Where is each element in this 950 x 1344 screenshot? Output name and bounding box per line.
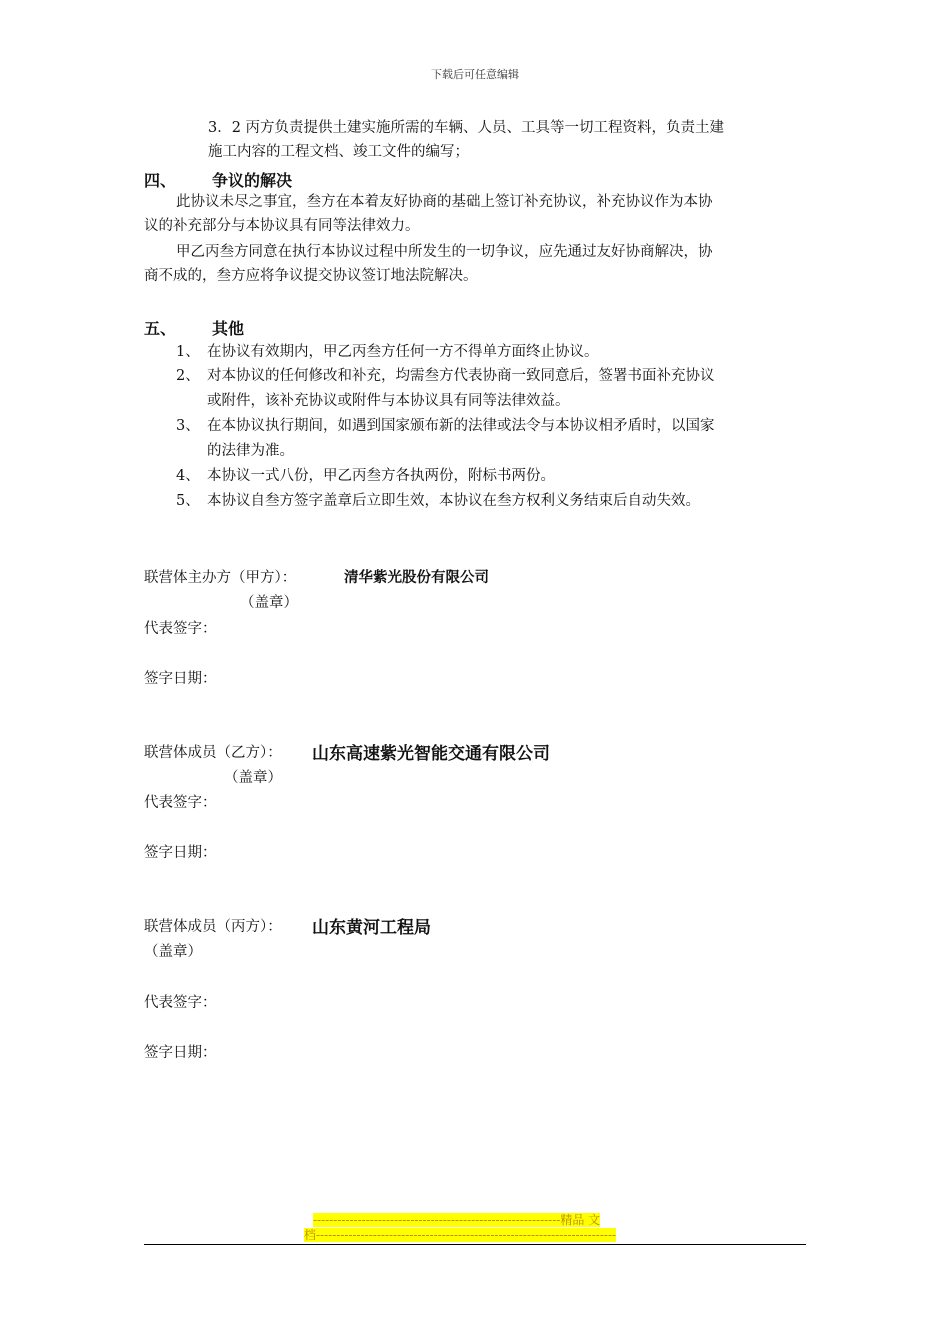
section5-title: 其他 <box>212 319 245 338</box>
list-item-text: 本协议一式八份，甲乙丙叁方各执两份，附标书两份。 <box>207 468 555 484</box>
list-item-number: 1、 <box>176 344 200 360</box>
party-c-rep-signature: 代表签字： <box>144 995 217 1011</box>
list-item-text: 本协议自叁方签字盖章后立即生效，本协议在叁方权利义务结束后自动失效。 <box>207 493 700 509</box>
party-a-label: 联营体主办方（甲方）： <box>144 570 297 586</box>
party-a-sign-date: 签字日期： <box>144 671 217 687</box>
party-c-sign-date: 签字日期： <box>144 1045 217 1061</box>
clause-3-2-line2: 施工内容的工程文档、竣工文件的编写； <box>208 144 469 160</box>
party-c-seal: （盖章） <box>144 944 202 960</box>
party-c-company: 山东黄河工程局 <box>312 918 431 938</box>
section5-number: 五、 <box>144 319 177 338</box>
clause-3-2-line1: 3．2 丙方负责提供土建实施所需的车辆、人员、工具等一切工程资料，负责土建 <box>208 120 725 136</box>
party-b-label: 联营体成员（乙方）： <box>144 745 282 761</box>
list-item-number: 3、 <box>176 418 200 434</box>
section4-p2-line1: 甲乙丙叁方同意在执行本协议过程中所发生的一切争议，应先通过友好协商解决，协 <box>176 244 713 260</box>
list-item-number: 2、 <box>176 368 200 384</box>
list-item-number: 4、 <box>176 468 200 484</box>
party-a-rep-signature: 代表签字： <box>144 621 217 637</box>
footer-rule <box>144 1244 806 1245</box>
list-item-text-cont: 的法律为准。 <box>207 443 294 459</box>
section4-title: 争议的解决 <box>212 171 293 190</box>
list-item-text: 在协议有效期内，甲乙丙叁方任何一方不得单方面终止协议。 <box>207 344 599 360</box>
party-b-company: 山东高速紫光智能交通有限公司 <box>312 744 550 764</box>
list-item-text: 在本协议执行期间，如遇到国家颁布新的法律或法令与本协议相矛盾时，以国家 <box>207 418 715 434</box>
party-b-sign-date: 签字日期： <box>144 845 217 861</box>
party-a-seal: （盖章） <box>240 595 298 611</box>
party-a-company: 清华紫光股份有限公司 <box>344 570 489 586</box>
party-c-label: 联营体成员（丙方）： <box>144 919 282 935</box>
party-b-seal: （盖章） <box>224 770 282 786</box>
page-header: 下载后可任意编辑 <box>431 68 519 81</box>
section4-p2-line2: 商不成的，叁方应将争议提交协议签订地法院解决。 <box>144 268 478 284</box>
section4-p1-line2: 议的补充部分与本协议具有同等法律效力。 <box>144 218 420 234</box>
section4-number: 四、 <box>144 171 177 190</box>
party-b-rep-signature: 代表签字： <box>144 795 217 811</box>
section4-p1-line1: 此协议未尽之事宜，叁方在本着友好协商的基础上签订补充协议，补充协议作为本协 <box>176 194 713 210</box>
list-item-text: 对本协议的任何修改和补充，均需叁方代表协商一致同意后，签署书面补充协议 <box>207 368 715 384</box>
footer-highlight-line2: 档-------------------------------------------------------------------------- <box>304 1228 617 1242</box>
list-item-text-cont: 或附件，该补充协议或附件与本协议具有同等法律效益。 <box>207 393 570 409</box>
footer-highlight-line1: -------------------------------------------------------------精品 文 <box>313 1213 601 1227</box>
list-item-number: 5、 <box>176 493 200 509</box>
